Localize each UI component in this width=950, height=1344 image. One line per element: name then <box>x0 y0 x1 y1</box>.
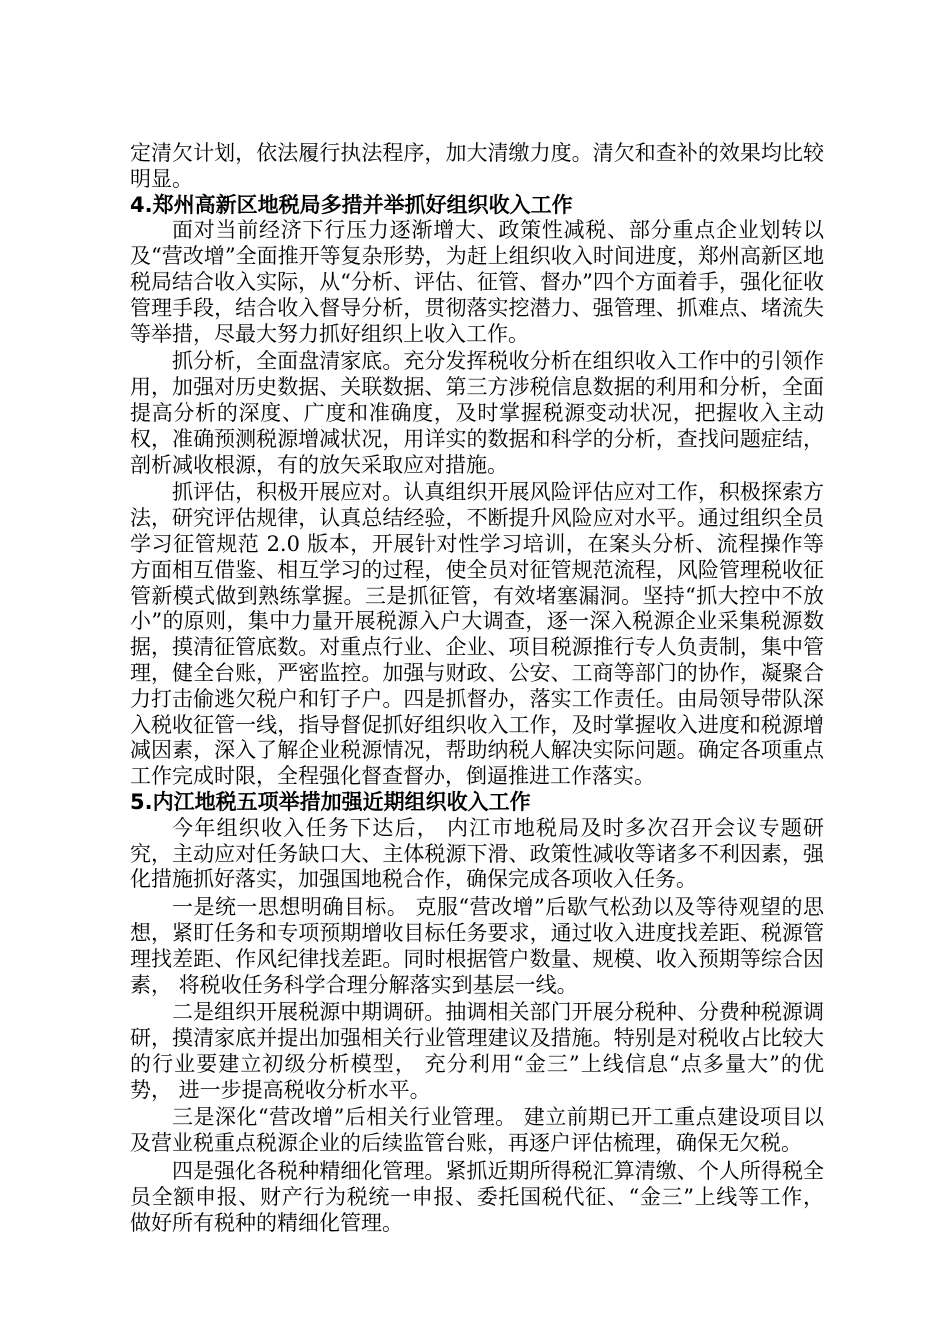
section-4-heading: 4.郑州高新区地税局多措并举抓好组织收入工作 <box>130 192 573 217</box>
section-5-paragraph-4: 三是深化“营改增”后相关行业管理。 建立前期已开工重点建设项目以及营业税重点税源企业的后续监管台账，再逐户评估梳理，确保无欠税。 <box>130 1105 824 1156</box>
section-4-paragraph-3: 抓评估，积极开展应对。认真组织开展风险评估应对工作，积极探索方法，研究评估规律，认真总结经验，不断提升风险应对水平。通过组织全员学习征管规范 2.0 版本，开展针对性学习培训，在案头分析、流程操作等方面相互借鉴、相互学习的过程，使全员对征管规范流程，风险管理税收征管新模式做到熟练掌握。三是抓征管，有效堵塞漏洞。坚持“抓大控中不放小”的原则，集中力量开展税源入户大调查，逐一深入税源企业采集税源数据，摸清征管底数。对重点行业、企业、项目税源推行专人负责制，集中管理，健全台账，严密监控。加强与财政、公安、工商等部门的协作，凝聚合力打击偷逃欠税户和钉子户。四是抓督办，落实工作责任。由局领导带队深入税收征管一线，指导督促抓好组织收入工作，及时掌握收入进度和税源增减因素，深入了解企业税源情况，帮助纳税人解决实际问题。确定各项重点工作完成时限，全程强化督查督办，倒逼推进工作落实。 <box>130 480 824 789</box>
intro-tail-paragraph: 定清欠计划，依法履行执法程序，加大清缴力度。清欠和查补的效果均比较明显。 <box>130 141 824 191</box>
section-5-paragraph-5: 四是强化各税种精细化管理。紧抓近期所得税汇算清缴、个人所得税全员全额申报、财产行为税统一申报、委托国税代征、“金三”上线等工作， 做好所有税种的精细化管理。 <box>130 1159 824 1235</box>
section-5-heading: 5.内江地税五项举措加强近期组织收入工作 <box>130 789 531 814</box>
document-page <box>130 141 824 1236</box>
section-5-paragraph-3: 二是组织开展税源中期调研。抽调相关部门开展分税种、分费种税源调研，摸清家底并提出加强相关行业管理建议及措施。特别是对税收占比较大的行业要建立初级分析模型， 充分利用“金三”上线信息“点多量大”的优势， 进一步提高税收分析水平。 <box>130 1000 824 1102</box>
section-4-paragraph-2: 抓分析，全面盘清家底。充分发挥税收分析在组织收入工作中的引领作用，加强对历史数据、关联数据、第三方涉税信息数据的利用和分析，全面提高分析的深度、广度和准确度，及时掌握税源变动状况，把握收入主动权，准确预测税源增减状况，用详实的数据和科学的分析，查找问题症结，剖析减收根源，有的放矢采取应对措施。 <box>130 349 824 477</box>
section-5-paragraph-1: 今年组织收入任务下达后， 内江市地税局及时多次召开会议专题研究，主动应对任务缺口大、主体税源下滑、政策性减收等诸多不利因素，强化措施抓好落实，加强国地税合作，确保完成各项收入任务。 <box>130 815 824 892</box>
section-5-paragraph-2: 一是统一思想明确目标。 克服“营改增”后歇气松劲以及等待观望的思想，紧盯任务和专项预期增收目标任务要求，通过收入进度找差距、税源管理找差距、作风纪律找差距。同时根据管户数量、规模、收入预期等综合因素， 将税收任务科学合理分解落实到基层一线。 <box>130 895 824 997</box>
section-4-paragraph-1: 面对当前经济下行压力逐渐增大、政策性减税、部分重点企业划转以及“营改增”全面推开等复杂形势，为赶上组织收入时间进度，郑州高新区地税局结合收入实际，从“分析、评估、征管、督办”四个方面着手，强化征收管理手段，结合收入督导分析，贯彻落实挖潜力、强管理、抓难点、堵流失等举措，尽最大努力抓好组织上收入工作。 <box>130 218 824 346</box>
